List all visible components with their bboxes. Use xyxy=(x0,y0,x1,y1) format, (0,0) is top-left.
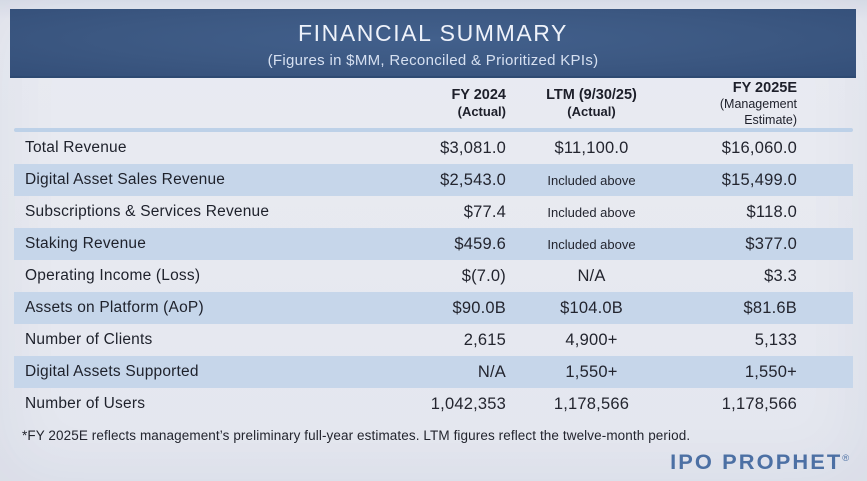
row-label: Digital Assets Supported xyxy=(25,363,199,380)
column-header-fy2024 xyxy=(414,86,519,120)
cell-ltm: Included above xyxy=(547,236,636,252)
column-header-ltm-label: LTM (9/30/25) xyxy=(546,87,637,104)
cell-ltm: Included above xyxy=(547,172,636,188)
cell-fy2024: $2,543.0 xyxy=(440,170,506,189)
cell-fy2025e: $118.0 xyxy=(746,202,797,221)
cell-ltm: $11,100.0 xyxy=(554,138,629,157)
page-subtitle: (Figures in $MM, Reconciled & Prioritized KPIs) xyxy=(267,52,599,69)
cell-fy2024: $3,081.0 xyxy=(440,138,506,157)
row-label: Number of Clients xyxy=(25,331,153,348)
cell-fy2024: $90.0B xyxy=(452,298,506,317)
row-label: Total Revenue xyxy=(25,139,127,156)
cell-fy2025e: $16,060.0 xyxy=(721,138,797,157)
table-row xyxy=(14,164,853,196)
row-label: Digital Asset Sales Revenue xyxy=(25,171,226,188)
row-label: Operating Income (Loss) xyxy=(25,267,201,284)
cell-fy2025e: 5,133 xyxy=(754,330,797,349)
cell-fy2025e: $3.3 xyxy=(764,266,797,285)
table-row xyxy=(14,228,853,260)
column-header-fy2025e xyxy=(664,79,853,128)
cell-fy2024: $77.4 xyxy=(463,202,506,221)
registered-trademark-symbol: ® xyxy=(842,453,849,463)
table-body xyxy=(14,132,853,420)
cell-fy2024: 1,042,353 xyxy=(430,394,506,413)
cell-ltm: N/A xyxy=(577,266,606,285)
table-row xyxy=(14,292,853,324)
table-row xyxy=(14,196,853,228)
column-header-fy2025e-label: FY 2025E xyxy=(732,79,797,96)
ipo-prophet-logo-text: IPO PROPHET xyxy=(669,451,843,474)
table-row xyxy=(14,388,853,420)
column-header-fy2025e-sublabel: (Management Estimate) xyxy=(719,96,797,127)
cell-fy2025e: $81.6B xyxy=(743,298,797,317)
table-row xyxy=(14,132,853,164)
table-row xyxy=(14,356,853,388)
row-label: Subscriptions & Services Revenue xyxy=(25,203,270,220)
ipo-prophet-logo xyxy=(670,451,849,475)
cell-fy2025e: 1,550+ xyxy=(744,362,797,381)
row-label: Number of Users xyxy=(25,395,146,412)
column-header-fy2024-label: FY 2024 xyxy=(451,87,506,104)
row-label: Staking Revenue xyxy=(25,235,147,252)
row-label: Assets on Platform (AoP) xyxy=(25,299,204,316)
cell-fy2024: N/A xyxy=(477,362,506,381)
cell-ltm: 1,550+ xyxy=(565,362,618,381)
table-row xyxy=(14,324,853,356)
cell-ltm: 1,178,566 xyxy=(553,394,630,413)
footnote: *FY 2025E reflects management’s preliminary full-year estimates. LTM figures reflect the twelve-month period. xyxy=(22,428,691,443)
cell-fy2024: $459.6 xyxy=(454,234,506,253)
table-header-row xyxy=(14,79,853,128)
cell-fy2024: 2,615 xyxy=(463,330,506,349)
column-header-fy2024-sublabel: (Actual) xyxy=(457,104,506,120)
title-banner xyxy=(10,9,856,78)
cell-ltm: 4,900+ xyxy=(565,330,618,349)
cell-ltm: $104.0B xyxy=(560,298,623,317)
cell-fy2024: $(7.0) xyxy=(461,266,506,285)
table-row xyxy=(14,260,853,292)
cell-fy2025e: 1,178,566 xyxy=(721,394,797,413)
page-title: FINANCIAL SUMMARY xyxy=(297,20,568,46)
financial-table xyxy=(14,79,853,420)
column-header-ltm xyxy=(519,86,664,120)
cell-fy2025e: $15,499.0 xyxy=(721,170,797,189)
cell-fy2025e: $377.0 xyxy=(745,234,797,253)
cell-ltm: Included above xyxy=(547,204,636,220)
column-header-ltm-sublabel: (Actual) xyxy=(567,104,616,120)
